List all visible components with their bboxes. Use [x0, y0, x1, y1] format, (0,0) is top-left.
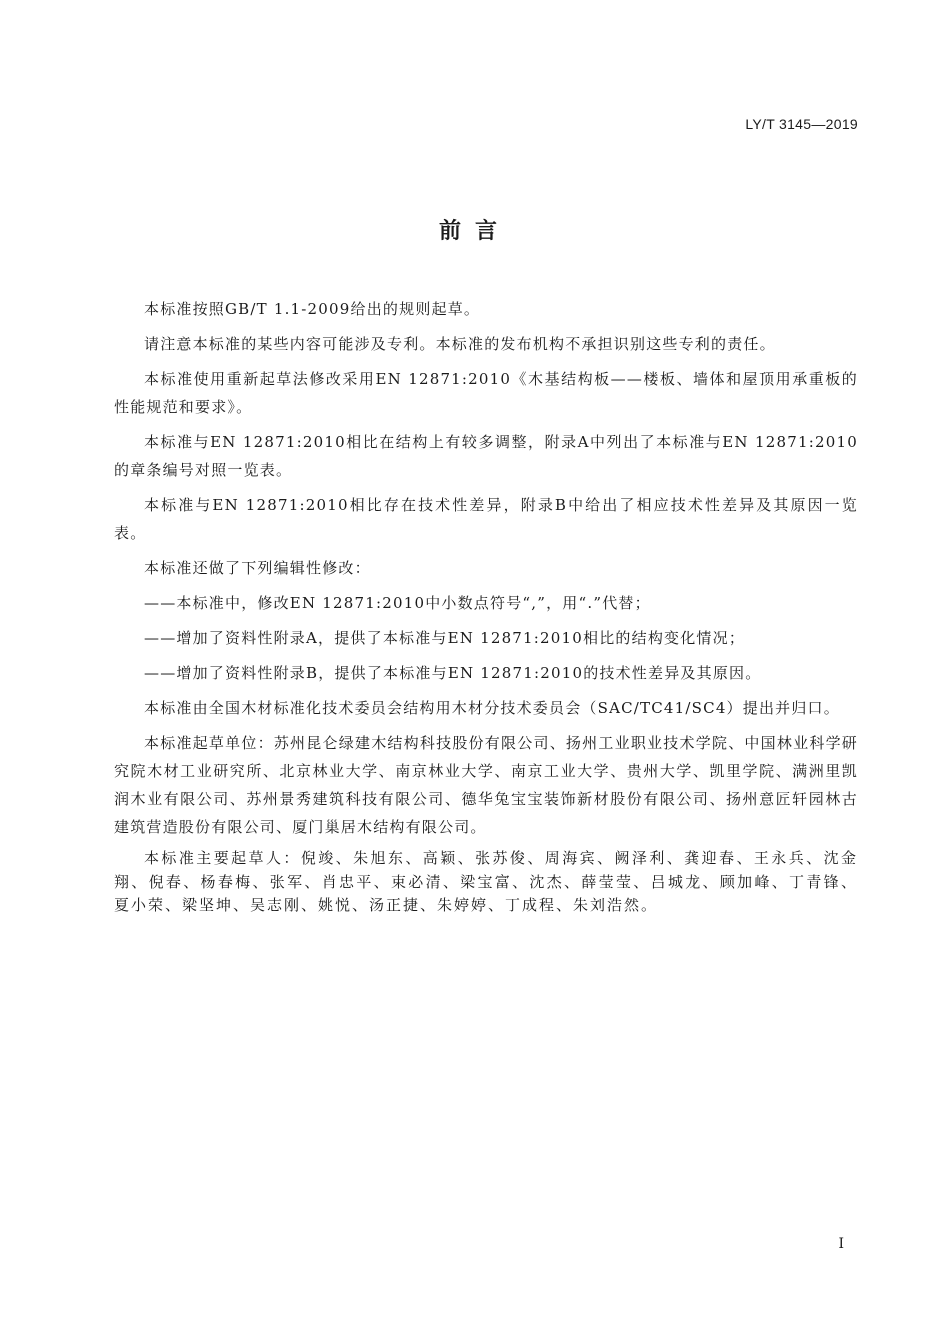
paragraph-main-drafters: 本标准主要起草人：倪竣、朱旭东、高颖、张苏俊、周海宾、阙泽利、龚迎春、王永兵、沈金翔、倪春、杨春梅、张军、肖忠平、束必清、梁宝富、沈杰、薛莹莹、吕城龙、顾加峰、丁青锋、夏小荣、梁坚坤、吴志刚、姚悦、汤正捷、朱婷婷、丁成程、朱刘浩然。: [114, 849, 858, 914]
page-number: I: [838, 1236, 844, 1252]
paragraph-technical-differences: 本标准与EN 12871:2010相比存在技术性差异，附录B中给出了相应技术性差异及其原因一览表。: [114, 496, 858, 542]
paragraph-adoption-method: 本标准使用重新起草法修改采用EN 12871:2010《木基结构板——楼板、墙体和屋顶用承重板的性能规范和要求》。: [114, 370, 858, 416]
paragraph-proposed-by: 本标准由全国木材标准化技术委员会结构用木材分技术委员会（SAC/TC41/SC4）提出并归口。: [144, 699, 840, 717]
paragraph-patent-notice: 请注意本标准的某些内容可能涉及专利。本标准的发布机构不承担识别这些专利的责任。: [144, 335, 776, 353]
list-item-annex-b: ——增加了资料性附录B，提供了本标准与EN 12871:2010的技术性差异及其原因。: [144, 664, 762, 682]
standard-number: LY/T 3145—2019: [745, 116, 858, 132]
paragraph-editorial-changes-intro: 本标准还做了下列编辑性修改：: [144, 559, 371, 577]
paragraph-drafting-organizations: 本标准起草单位：苏州昆仑绿建木结构科技股份有限公司、扬州工业职业技术学院、中国林业科学研究院木材工业研究所、北京林业大学、南京林业大学、南京工业大学、贵州大学、凯里学院、满洲里凯润木业有限公司、苏州景秀建筑科技有限公司、德华兔宝宝装饰新材股份有限公司、扬州意匠轩园林古建筑营造股份有限公司、厦门巢居木结构有限公司。: [114, 734, 858, 836]
paragraph-structure-changes: 本标准与EN 12871:2010相比在结构上有较多调整，附录A中列出了本标准与EN 12871:2010的章条编号对照一览表。: [114, 433, 858, 479]
foreword-body: [114, 295, 858, 925]
paragraph-drafting-rules: 本标准按照GB/T 1.1-2009给出的规则起草。: [144, 300, 481, 318]
list-item-decimal-symbol: ——本标准中，修改EN 12871:2010中小数点符号“,”，用“.”代替；: [144, 594, 651, 612]
list-item-annex-a: ——增加了资料性附录A，提供了本标准与EN 12871:2010相比的结构变化情况；: [144, 629, 746, 647]
page-title: 前言: [438, 219, 511, 244]
